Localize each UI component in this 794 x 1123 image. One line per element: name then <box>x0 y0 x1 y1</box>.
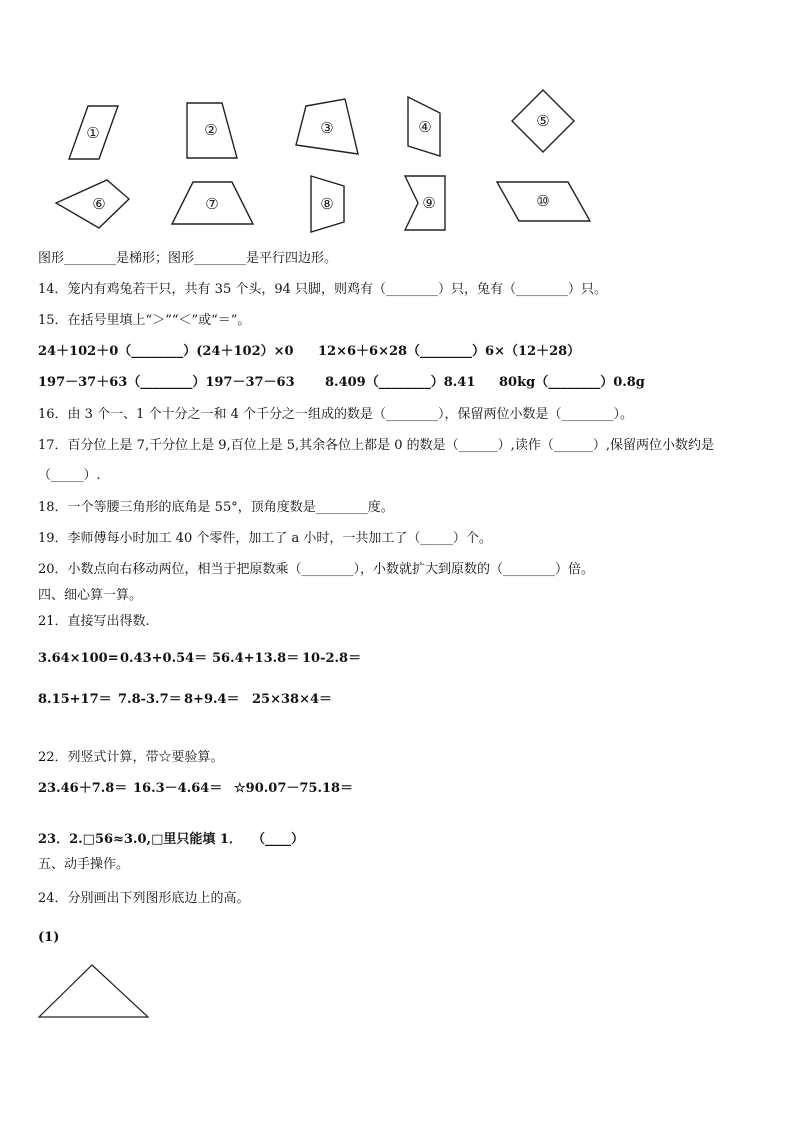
q21-item: 8.15+17＝ <box>38 692 112 707</box>
q22-item: ☆90.07－75.18＝ <box>234 781 354 796</box>
q21-item: 8+9.4＝ <box>184 692 240 707</box>
shape-label: ⑦ <box>205 195 219 213</box>
q17-line1: 17．百分位上是 7,千分位上是 9,百位上是 5,其余各位上都是 0 的数是（______）,读作（______）,保留两位小数约是 <box>38 438 714 453</box>
q15-row2-item: 197－37＋63（________）197－37－63 <box>38 375 295 390</box>
q24-sub-label: (1) <box>38 930 60 945</box>
q24-text: 24．分别画出下列图形底边上的高。 <box>38 891 250 906</box>
section-5-title: 五、动手操作。 <box>38 857 130 872</box>
q17-line2: （_____）. <box>38 468 101 483</box>
q18-text: 18．一个等腰三角形的底角是 55°，顶角度数是________度。 <box>38 500 394 515</box>
q21-item: 3.64×100= <box>38 651 119 666</box>
q15-row1-item: 12×6＋6×28（________）6×（12＋28） <box>318 344 581 359</box>
q21-item: 10-2.8＝ <box>302 651 362 666</box>
shape-label: ① <box>86 124 100 142</box>
q19-text: 19．李师傅每小时加工 40 个零件，加工了 a 小时，一共加工了（_____）个。 <box>38 531 492 546</box>
q21-item: 0.43+0.54＝ <box>120 651 208 666</box>
section-4-title: 四、细心算一算。 <box>38 588 143 603</box>
q15-row1-item: 24＋102＋0（________）(24＋102）×0 <box>38 344 294 359</box>
shape-label: ⑨ <box>422 194 436 212</box>
q21-text: 21．直接写出得数. <box>38 614 150 629</box>
q21-item: 56.4+13.8＝ <box>212 651 300 666</box>
shape-label: ② <box>204 121 218 139</box>
q22-item: 16.3－4.64＝ <box>133 781 223 796</box>
q15-row2-item: 80kg（________）0.8g <box>499 375 645 390</box>
q20-text: 20．小数点向右移动两位，相当于把原数乘（________），小数就扩大到原数的（________）倍。 <box>38 562 595 577</box>
shape-label: ⑥ <box>92 195 106 213</box>
shape-label: ⑧ <box>320 195 334 213</box>
q21-item: 25×38×4＝ <box>252 692 333 707</box>
q15-text: 15．在括号里填上“＞”“＜”或“＝”。 <box>38 313 251 328</box>
q22-text: 22．列竖式计算，带☆要验算。 <box>38 750 224 765</box>
q15-row2-item: 8.409（________）8.41 <box>325 375 476 390</box>
triangle-figure <box>0 950 200 1030</box>
q22-item: 23.46＋7.8＝ <box>38 781 128 796</box>
shape-label: ⑩ <box>536 192 550 210</box>
shape-label: ⑤ <box>536 112 550 130</box>
q14-text: 14．笼内有鸡兔若干只，共有 35 个头，94 只脚，则鸡有（________）只，兔有（________）只。 <box>38 282 608 297</box>
q16-text: 16．由 3 个一、1 个十分之一和 4 个千分之一组成的数是（________），保留两位小数是（________）。 <box>38 407 634 422</box>
shape-label: ④ <box>418 118 432 136</box>
figure-shapes <box>0 0 794 240</box>
q13-text: 图形________是梯形；图形________是平行四边形。 <box>38 251 338 266</box>
q23-text: 23．2.□56≈3.0,□里只能填 1． <box>38 832 242 847</box>
shape-label: ③ <box>320 119 334 137</box>
q23-answer: （____） <box>252 832 305 847</box>
q21-item: 7.8-3.7＝ <box>118 692 182 707</box>
